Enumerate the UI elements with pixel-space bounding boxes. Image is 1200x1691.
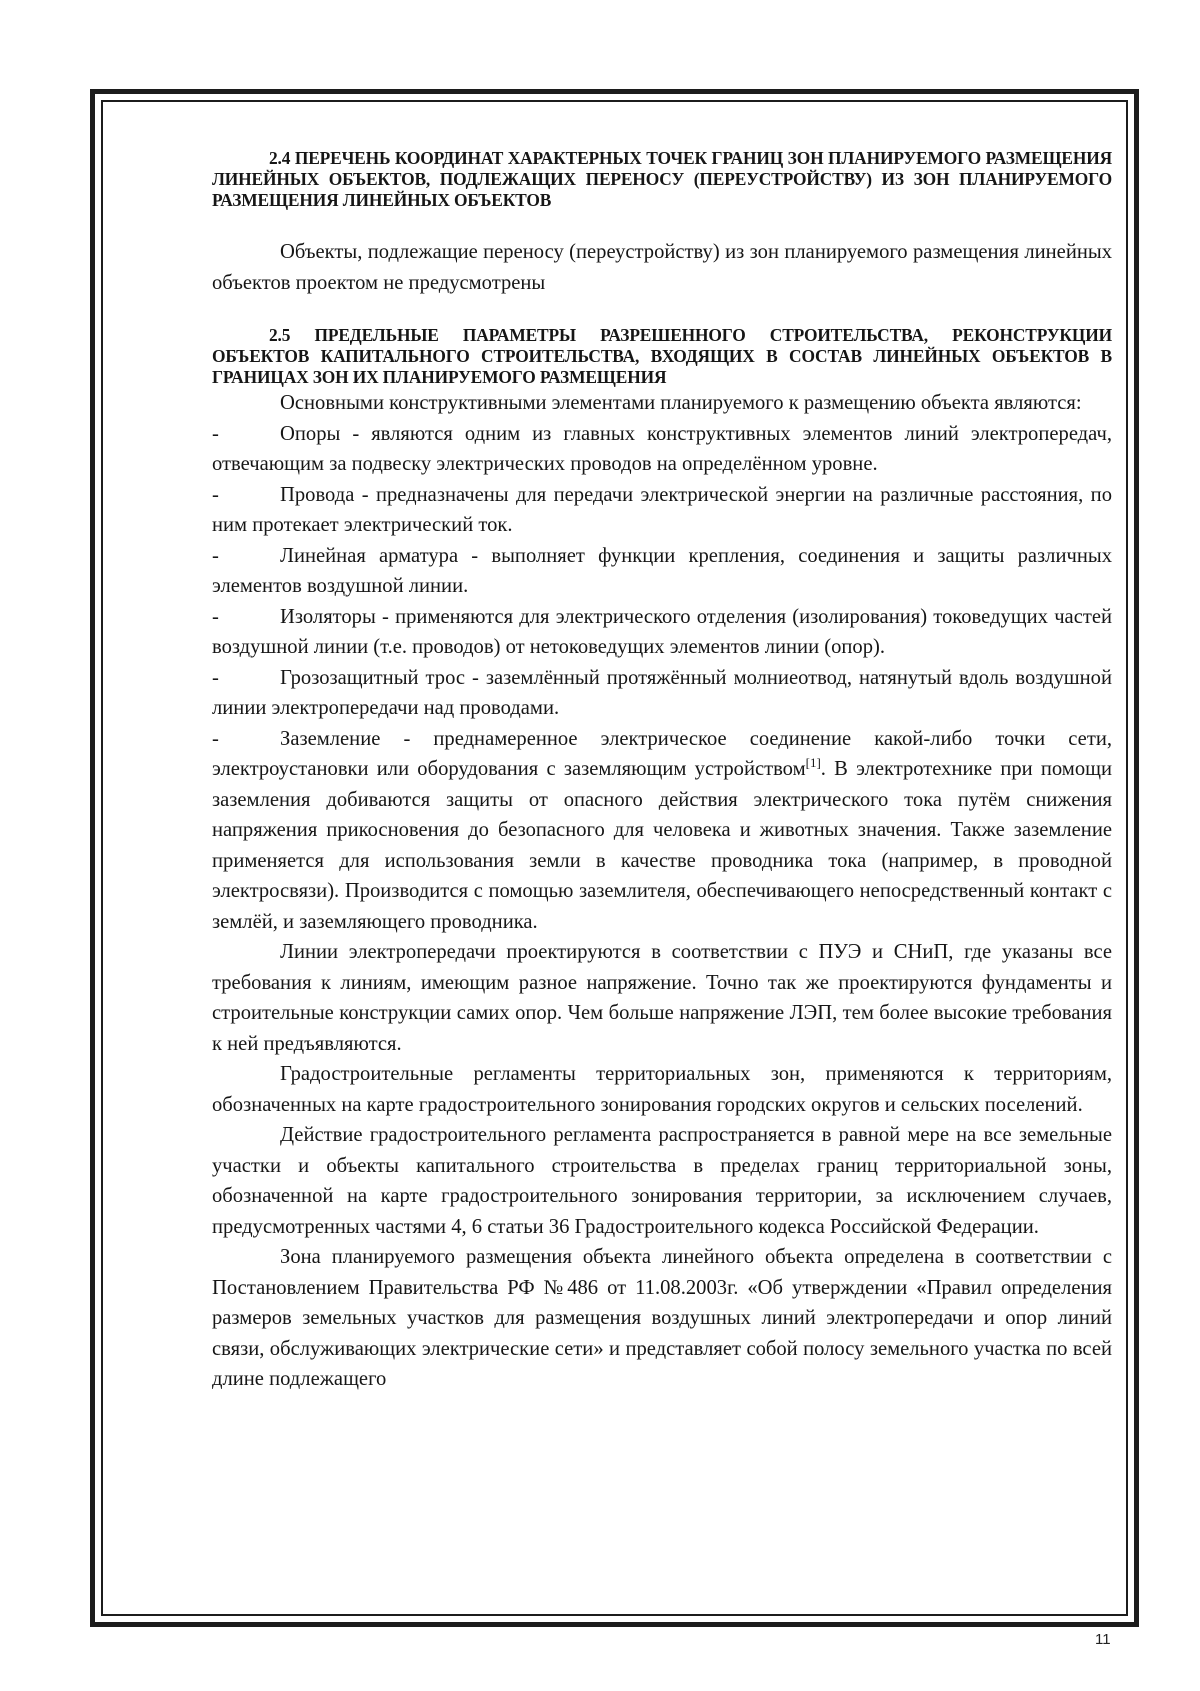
- list-dash: -: [212, 666, 219, 689]
- list-dash: -: [212, 544, 219, 567]
- paragraph-zone-definition: Зона планируемого размещения объекта линейного объекта определена в соответствии с Постановлением Правительства РФ №486 от 11.08.2003г. «Об утверждении «Правил определения размеров земельных участков для размещения воздушных линий электропередачи и опор линий связи, обслуживающих электрические сети» и представляет собой полосу земельного участка по всей длине подлежащего: [212, 1246, 1112, 1390]
- list-item-text: Изоляторы - применяются для электрического отделения (изолирования) токоведущих частей воздушной линии (т.е. проводов) от нетоковедущих элементов линии (опор).: [212, 605, 1112, 658]
- paragraph-regulation-scope: Действие градостроительного регламента распространяется в равной мере на все земельные участки и объекты капитального строительства в пределах границ территориальной зоны, обозначенной на карте градостроительного зонирования территории, за исключением случаев, предусмотренных частями 4, 6 статьи 36 Градостроительного кодекса Российской Федерации.: [212, 1124, 1112, 1238]
- list-item-text: Провода - предназначены для передачи электрической энергии на различные расстояния, по ним протекает электрический ток.: [212, 483, 1112, 536]
- section-2-4-text: Объекты, подлежащие переносу (переустройству) из зон планируемого размещения линейных объектов проектом не предусмотрены: [212, 241, 1112, 294]
- paragraph-regulations: Градостроительные регламенты территориальных зон, применяются к территориям, обозначенных на карте градостроительного зонирования городских округов и сельских поселений.: [212, 1063, 1112, 1116]
- list-dash: -: [212, 605, 219, 628]
- grounding-text-end: . В электротехнике при помощи заземления добиваются защиты от опасного действия электрического тока путём снижения напряжения прикосновения до безопасного для человека и животных значения. Также заземление применяется для использования земли в качестве проводника тока (например, в проводной электросвязи). Производится с помощью заземлителя, обеспечивающего непосредственный контакт с землёй, и заземляющего проводника.: [212, 758, 1112, 933]
- section-2-4-heading: 2.4 ПЕРЕЧЕНЬ КООРДИНАТ ХАРАКТЕРНЫХ ТОЧЕК ГРАНИЦ ЗОН ПЛАНИРУЕМОГО РАЗМЕЩЕНИЯ ЛИНЕЙНЫХ ОБЪЕКТОВ, ПОДЛЕЖАЩИХ ПЕРЕНОСУ (ПЕРЕУСТРОЙСТВУ) ИЗ ЗОН ПЛАНИРУЕМОГО РАЗМЕЩЕНИЯ ЛИНЕЙНЫХ ОБЪЕКТОВ: [212, 148, 1112, 210]
- list-item-text: Грозозащитный трос - заземлённый протяжённый молниеотвод, натянутый вдоль воздушной линии электропередачи над проводами.: [212, 666, 1112, 719]
- list-dash: -: [212, 483, 219, 506]
- list-item-grounding: [212, 724, 1112, 938]
- list-item: [212, 541, 1112, 602]
- page-number: 11: [1095, 1631, 1111, 1648]
- list-dash: -: [212, 727, 219, 750]
- list-item-text: Опоры - являются одним из главных конструктивных элементов линий электропередач, отвечающим за подвеску электрических проводов на определённом уровне.: [212, 422, 1112, 475]
- list-item: [212, 663, 1112, 724]
- list-item-text: Линейная арматура - выполняет функции крепления, соединения и защиты различных элементов воздушной линии.: [212, 544, 1112, 597]
- paragraph-pue: Линии электропередачи проектируются в соответствии с ПУЭ и СНиП, где указаны все требования к линиям, имеющим разное напряжение. Точно так же проектируются фундаменты и строительные конструкции самих опор. Чем больше напряжение ЛЭП, тем более высокие требования к ней предъявляются.: [212, 941, 1112, 1055]
- section-2-5-heading: 2.5 ПРЕДЕЛЬНЫЕ ПАРАМЕТРЫ РАЗРЕШЕННОГО СТРОИТЕЛЬСТВА, РЕКОНСТРУКЦИИ ОБЪЕКТОВ КАПИТАЛЬНОГО СТРОИТЕЛЬСТВА, ВХОДЯЩИХ В СОСТАВ ЛИНЕЙНЫХ ОБЪЕКТОВ В ГРАНИЦАХ ЗОН ИХ ПЛАНИРУЕМОГО РАЗМЕЩЕНИЯ: [212, 325, 1112, 387]
- document-body: [212, 148, 1112, 1395]
- list-item: [212, 419, 1112, 480]
- grounding-text-start: Заземление - преднамеренное электрическое соединение какой-либо точки сети, электроустановки или оборудования с заземляющим устройством: [212, 727, 1112, 780]
- list-item: [212, 480, 1112, 541]
- section-2-5-intro: Основными конструктивными элементами планируемого к размещению объекта являются:: [280, 392, 1082, 414]
- list-dash: -: [212, 422, 219, 445]
- footnote-reference: [1]: [805, 755, 821, 771]
- list-item: [212, 602, 1112, 663]
